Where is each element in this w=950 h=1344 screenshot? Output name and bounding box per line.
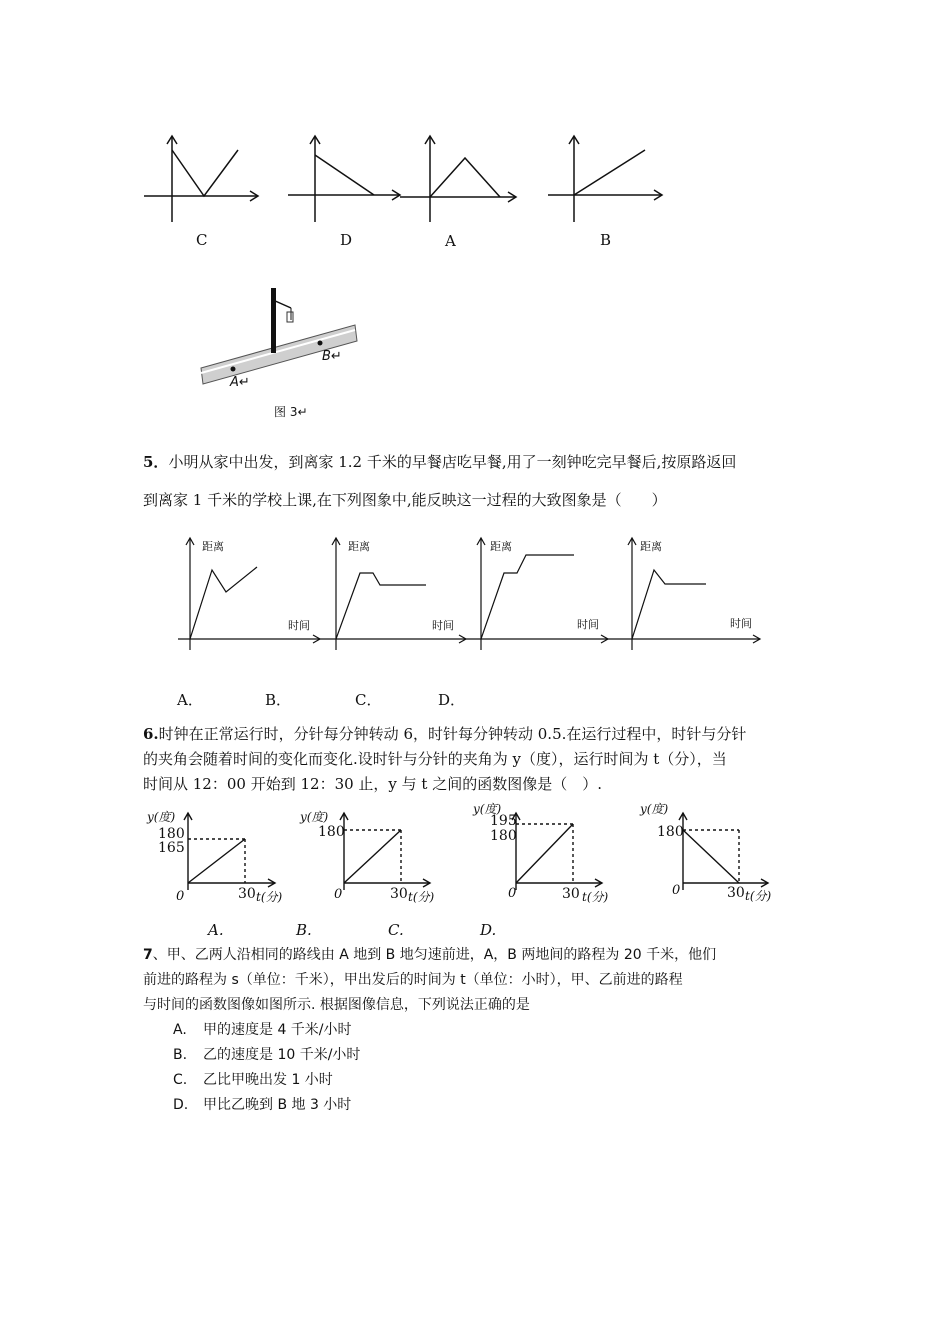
q6-b-x-tick: 30 bbox=[390, 886, 408, 902]
q7-option-b: B. 乙的速度是 10 千米/小时 bbox=[173, 1047, 361, 1063]
q5-x-label-2: 时间 bbox=[432, 619, 454, 632]
q4-label-b: B bbox=[600, 231, 612, 249]
point-b-dot bbox=[318, 341, 323, 346]
q6-b-tick-1: 180 bbox=[318, 824, 345, 840]
q5-x-label-3: 时间 bbox=[577, 618, 599, 631]
q6-a-tick-2: 165 bbox=[158, 840, 185, 856]
q6-d-x-label: t(分) bbox=[745, 889, 772, 903]
q6-option-c: C. bbox=[388, 921, 404, 939]
q6-a-tick-1: 180 bbox=[158, 826, 185, 842]
q6-c-tick-1: 195 bbox=[490, 813, 517, 829]
q7-number: 7 bbox=[143, 947, 153, 963]
q6-line2: 的夹角会随着时间的变化而变化.设时针与分针的夹角为 y（度），运行时间为 t（分），当 bbox=[143, 750, 727, 768]
q5-line2: 到离家 1 千米的学校上课,在下列图象中,能反映这一过程的大致图象是（ ） bbox=[143, 491, 667, 509]
q6-a-x-label: t(分) bbox=[256, 890, 283, 904]
q6-a-x-tick: 30 bbox=[238, 886, 256, 902]
q6-c-origin: 0 bbox=[508, 886, 517, 901]
q6-c-tick-2: 180 bbox=[490, 828, 517, 844]
q5-y-label-1: 距离 bbox=[202, 540, 224, 553]
q5-number: 5． bbox=[143, 453, 169, 471]
q7-option-c: C. 乙比甲晚出发 1 小时 bbox=[173, 1072, 333, 1088]
q6-option-a: A. bbox=[208, 921, 224, 939]
point-a-dot bbox=[231, 367, 236, 372]
q6-number: 6. bbox=[143, 725, 159, 743]
q6-a-y-label: y(度) bbox=[147, 810, 176, 824]
q6-a-origin: 0 bbox=[176, 889, 185, 904]
q5-x-label-4: 时间 bbox=[730, 617, 752, 630]
q5-y-label-3: 距离 bbox=[490, 540, 512, 553]
q6-d-x-tick: 30 bbox=[727, 885, 745, 901]
q6-c-x-tick: 30 bbox=[562, 886, 580, 902]
q6-option-b: B. bbox=[296, 921, 312, 939]
q5-line1: 5．小明从家中出发，到离家 1.2 千米的早餐店吃早餐,用了一刻钟吃完早餐后,按原路返回 bbox=[143, 453, 737, 471]
q7-line2: 前进的路程为 s（单位：千米），甲出发后的时间为 t（单位：小时），甲、乙前进的路程 bbox=[143, 972, 683, 988]
q7-option-a: A. 甲的速度是 4 千米/小时 bbox=[173, 1022, 352, 1038]
q6-line3: 时间从 12：00 开始到 12：30 止，y 与 t 之间的函数图像是（ ）. bbox=[143, 775, 602, 793]
q6-c-x-label: t(分) bbox=[582, 890, 609, 904]
q5-x-label-1: 时间 bbox=[288, 619, 310, 632]
q6-line1: 6.时钟在正常运行时，分针每分钟转动 6，时针每分钟转动 0.5.在运行过程中，时针与分针 bbox=[143, 725, 747, 743]
q4-graph-a bbox=[400, 136, 516, 222]
figure-caption: 图 3↵ bbox=[274, 405, 308, 419]
q4-graph-b bbox=[548, 136, 662, 222]
q7-line1: 7、甲、乙两人沿相同的路线由 A 地到 B 地匀速前进，A，B 两地间的路程为 20 千米，他们 bbox=[143, 947, 717, 963]
q5-option-d: D． bbox=[438, 691, 466, 709]
q5-option-b: B． bbox=[265, 691, 292, 709]
q6-c-y-label: y(度) bbox=[473, 802, 502, 816]
q6-d-tick-1: 180 bbox=[657, 824, 684, 840]
q6-b-origin: 0 bbox=[334, 887, 343, 902]
q4-label-d: D bbox=[340, 231, 353, 249]
q7-option-d: D. 甲比乙晚到 B 地 3 小时 bbox=[173, 1097, 352, 1113]
q4-graph-d bbox=[288, 136, 400, 222]
point-b-label: B↵ bbox=[322, 349, 342, 364]
figure-3-road-illustration bbox=[195, 280, 375, 395]
q5-graphs bbox=[170, 530, 790, 660]
q6-option-d: D. bbox=[480, 921, 497, 939]
q5-option-a: A． bbox=[177, 691, 203, 709]
q6-b-y-label: y(度) bbox=[300, 810, 329, 824]
q4-graphs bbox=[0, 0, 950, 260]
point-a-label: A↵ bbox=[230, 375, 250, 390]
q4-label-a: A bbox=[445, 232, 456, 250]
q7-line3: 与时间的函数图像如图所示. 根据图像信息，下列说法正确的是 bbox=[143, 997, 530, 1013]
q6-d-y-label: y(度) bbox=[640, 802, 669, 816]
q4-label-c: C bbox=[196, 231, 208, 249]
q5-y-label-2: 距离 bbox=[348, 540, 370, 553]
q6-b-x-label: t(分) bbox=[408, 890, 435, 904]
q4-graph-c bbox=[144, 136, 258, 222]
q6-d-origin: 0 bbox=[672, 883, 681, 898]
q5-y-label-4: 距离 bbox=[640, 540, 662, 553]
q5-option-c: C． bbox=[355, 691, 382, 709]
